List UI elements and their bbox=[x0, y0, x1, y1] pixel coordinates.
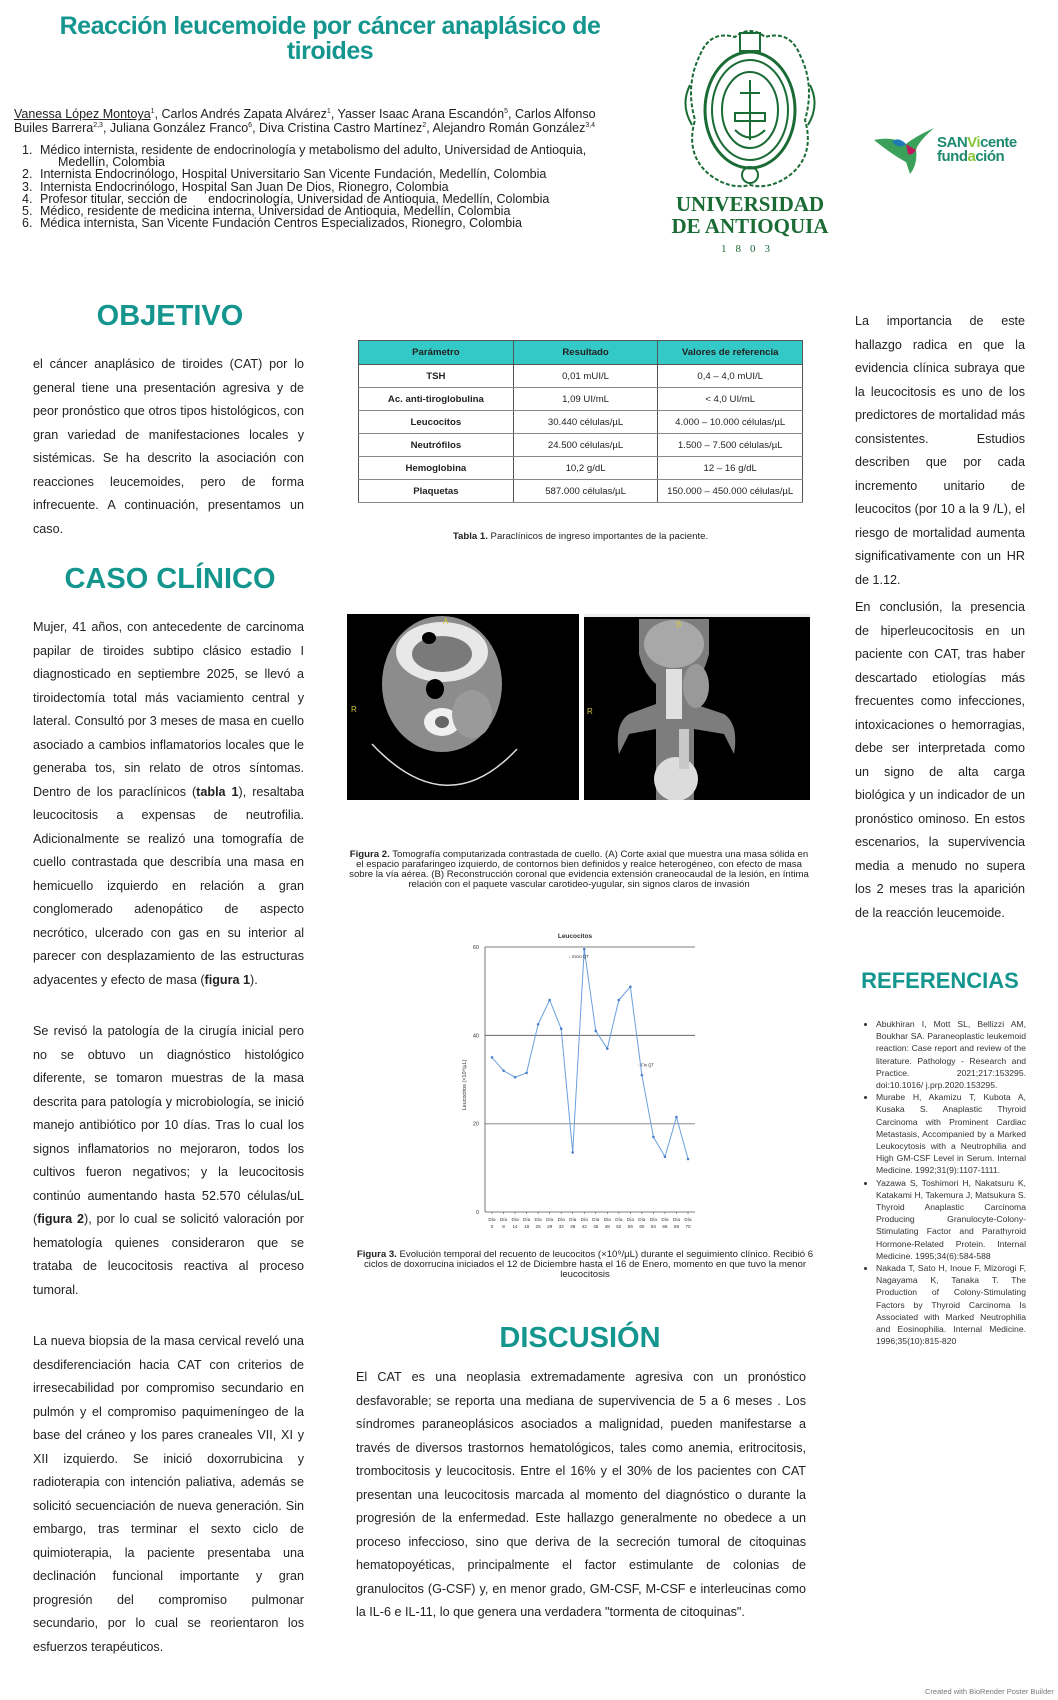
chart-data-point bbox=[652, 1136, 655, 1139]
table-cell: 24.500 células/µL bbox=[513, 434, 658, 457]
objetivo-heading: OBJETIVO bbox=[96, 300, 244, 332]
ct-label-r: R bbox=[351, 705, 357, 714]
leukocyte-line-chart bbox=[455, 925, 705, 1235]
chart-x-tick-label: 38 bbox=[570, 1224, 576, 1229]
chart-data-point bbox=[514, 1076, 517, 1079]
chart-data-point bbox=[641, 1074, 644, 1077]
ct-label-r: R bbox=[587, 707, 593, 716]
chart-x-tick-label: Día bbox=[534, 1217, 542, 1222]
chart-y-tick-label: 0 bbox=[475, 1210, 479, 1216]
chart-x-tick-label: 8 bbox=[502, 1224, 505, 1229]
author: Carlos Alfonso Builes Barrera bbox=[14, 107, 596, 136]
ct-axial-scan-icon bbox=[347, 614, 579, 800]
table-cell: 150.000 – 450.000 células/µL bbox=[658, 480, 803, 503]
chart-x-tick-label: 42 bbox=[581, 1224, 587, 1229]
right-paragraph-2: En conclusión, la presencia de hiperleucocitosis en un paciente con CAT, tras haber descartado etiologías más frecuentes como infecciones, intoxicaciones o hemorragias, debe ser interpretada como un signo de alta carga biológica y un indicador de un pronóstico ominoso. En estos escenarios, la supervivencia media a menudo no supera los 2 meses tras la aparición de la reacción leucemoide. bbox=[855, 600, 1025, 920]
chart-data-point bbox=[560, 1027, 563, 1030]
affiliation-text: Médico internista, residente de endocrinología y metabolismo del adulto, Universidad de Antioquia, bbox=[40, 143, 587, 157]
san-vicente-fundacion-logo bbox=[872, 118, 1042, 188]
reference-item: • Nakada T, Sato H, Inoue F, Mizorogi F, Nagayama K, Tanaka T. The Production of Colony-Stimulating Factors by Thyroid Carcinoma Is Associated with Marked Neutrophilia and Eosinophilia. Internal Medicine. 1996;35(10):815-820 bbox=[876, 1262, 1026, 1347]
chart-data-point bbox=[583, 948, 586, 951]
reference-item: • Yazawa S, Toshimori H, Nakatsuru K, Katakami H, Takemura J, Matsukura S. Thyroid Anaplastic Carcinoma Producing Granulocyte-Colony-Stimulating Factor and Parathyroid Hormone-Related Protein. Internal Medicine. 1995;34(6):584-588 bbox=[876, 1177, 1026, 1262]
logo-text: fund bbox=[937, 148, 968, 165]
column-header: Parámetro bbox=[359, 341, 514, 365]
chart-x-tick-label: 66 bbox=[662, 1224, 668, 1229]
footer-credit: Created with BioRender Poster Builder bbox=[925, 1687, 1054, 1696]
chart-x-tick-label: Día bbox=[511, 1217, 519, 1222]
affiliation-text: Internista Endocrinólogo, Hospital San Juan De Dios, Rionegro, Colombia bbox=[40, 179, 449, 194]
chart-x-tick-label: 25 bbox=[535, 1224, 541, 1229]
chart-x-tick-label: Día bbox=[672, 1217, 681, 1222]
chart-x-tick-label: Día bbox=[488, 1217, 496, 1222]
affiliation-number: 2. bbox=[22, 167, 33, 182]
referencias-heading: REFERENCIAS bbox=[861, 968, 1019, 993]
logo-text: a bbox=[967, 148, 976, 165]
table-cell: 12 – 16 g/dL bbox=[658, 457, 803, 480]
logo-text: SAN bbox=[937, 134, 968, 151]
chart-x-tick-label: Día bbox=[638, 1217, 646, 1222]
chart-x-tick-label: 14 bbox=[512, 1224, 518, 1229]
caption-text: Paraclínicos de ingreso importantes de la paciente. bbox=[487, 531, 709, 542]
author: Yasser Isaac Arana Escandón bbox=[337, 107, 505, 122]
chart-x-tick-label: Día bbox=[649, 1217, 657, 1222]
chart-data-point bbox=[571, 1151, 574, 1154]
affiliation-text: Medellín, Colombia bbox=[58, 155, 165, 170]
san-vicente-wordmark bbox=[937, 136, 1017, 164]
paragraph-text: Mujer, 41 años, con antecedente de carcinoma papilar de tiroides subtipo clásico estadio I diagnosticado en septiembre 2025, se llevó a tiroidectomía total más vaciamiento central y lateral. Consultó por 3 meses de masa en cuello asociado a cambios inflamatorios locales que le generaba tos, sin relato de otros síntomas. Dentro de los paraclínicos ( bbox=[33, 620, 304, 799]
chart-data-point bbox=[594, 1030, 597, 1033]
caption-text: Tomografía computarizada contrastada de cuello. (A) Corte axial que muestra una masa sólida en el espacio parafaringeo izquierdo, de contornos bien definidos y realce heterogéneo, con efecto de masa sobre la vía aérea. (B) Reconstrucción coronal que evidencia extensión craneocaudal de la lesión, en íntima relación con el paquete vascular carotideo-yugular, sin signos claros de invasión bbox=[349, 849, 809, 890]
author: Alejandro Román González bbox=[432, 121, 586, 136]
table-cell: TSH bbox=[359, 365, 514, 388]
chart-x-tick-label: 56 bbox=[627, 1224, 633, 1229]
table-row bbox=[359, 365, 803, 388]
chart-data-point bbox=[537, 1023, 540, 1026]
author: Carlos Andrés Zapata Alvárez bbox=[161, 107, 327, 122]
table-cell: 30.440 células/µL bbox=[513, 411, 658, 434]
chart-x-tick-label: Día bbox=[569, 1217, 577, 1222]
caption-label: Figura 3. bbox=[356, 1249, 397, 1260]
logo-text: ción bbox=[975, 148, 1005, 165]
author: Diva Cristina Castro Martínez bbox=[259, 121, 423, 136]
chart-title: Leucocitos bbox=[557, 933, 593, 940]
chart-annotation: ↓ Fin QT bbox=[637, 1062, 654, 1068]
table-cell: 4.000 – 10.000 células/µL bbox=[658, 411, 803, 434]
hummingbird-icon bbox=[872, 118, 942, 188]
affiliation-text: Internista Endocrinólogo, Hospital Universitario San Vicente Fundación, Medellín, Colombia bbox=[40, 167, 547, 182]
university-seal-icon bbox=[680, 25, 820, 190]
chart-x-tick-label: Día bbox=[580, 1217, 588, 1222]
chart-data-point bbox=[618, 999, 621, 1002]
author-sup: 5 bbox=[504, 108, 508, 115]
affiliation-number: 3. bbox=[22, 179, 33, 194]
university-name bbox=[650, 193, 850, 237]
author-sup: 1 bbox=[326, 108, 331, 115]
reference-item: • Abukhiran I, Mott SL, Bellizzi AM, Boukhar SA. Paraneoplastic leukemoid reaction: Case report and review of the literature. Pathology - Research and Practice. 2021;217:153295. doi:10.1016/ j.prp.2020.153295. bbox=[876, 1018, 1026, 1091]
table-cell: 587.000 células/µL bbox=[513, 480, 658, 503]
figure-reference: figura 2 bbox=[37, 1212, 85, 1226]
author-sup: 1 bbox=[150, 108, 155, 115]
paragraph-text: El CAT es una neoplasia extremadamente agresiva con un pronóstico desfavorable; se reporta una mediana de supervivencia de 5 a 6 meses . Los síndromes paraneoplásicos asociados a malignidad, pueden manifestarse a través de diversos trastornos hematológicos, tales como anemia, eritrocitosis, trombocitosis y leucocitosis. Entre el 16% y el 30% de los pacientes con CAT presentan una leucocitosis marcada al momento del diagnóstico o durante la progresión de la enfermedad. Este hallazgo generalmente no obedece a un proceso infeccioso, sino que deriva de la secreción tumoral de citoquinas hematopoyéticas, principalmente el factor estimulante de colonias de granulocitos (G-CSF) y, en menor grado, GM-CSF, M-CSF e interleucinas como la IL-6 e IL-11, lo que genera una verdadera "tormenta de citoquinas". bbox=[356, 1370, 806, 1619]
lab-results-table bbox=[358, 340, 803, 503]
chart-series-line bbox=[492, 949, 688, 1159]
chart-x-tick-label: Día bbox=[557, 1217, 565, 1222]
chart-y-axis-label: Leucocitos (×10⁹/µL) bbox=[462, 1059, 468, 1111]
discusion-heading: DISCUSIÓN bbox=[499, 1322, 661, 1354]
table-cell: 1,09 UI/mL bbox=[513, 388, 658, 411]
chart-data-point bbox=[687, 1158, 690, 1161]
chart-x-tick-label: Día bbox=[592, 1217, 600, 1222]
chart-y-tick-label: 40 bbox=[472, 1033, 479, 1040]
chart-x-tick-label: 70 bbox=[685, 1224, 691, 1229]
chart-data-point bbox=[606, 1047, 609, 1050]
table-reference: tabla 1 bbox=[196, 784, 239, 799]
chart-y-tick-label: 60 bbox=[472, 945, 479, 951]
right-paragraph-1: La importancia de este hallazgo radica en que la evidencia clínica subraya que la leucocitosis es uno de los predictores de mortalidad más consistentes. Estudios describen que por cada incremento unitario de leucocitos (por 10 a la 9 /L), el riesgo de mortalidad aumenta significativamente con un HR de 1.12. bbox=[855, 314, 1025, 587]
university-name-line: UNIVERSIDAD bbox=[675, 192, 825, 216]
author-sup: 3,4 bbox=[585, 122, 596, 130]
table-row bbox=[359, 388, 803, 411]
author-list: Vanessa López Montoya$^1$, Carlos Andrés Zapata Alvárez$^1$, Yasser Isaac Arana Escandón$^5$, Carlos Alfonso Builes Barrera$^{2,3}$, Juliana González Franco$^6$, Diva Cristina Castro Martínez$^2$, Alejandro Román González$^{3,4}$ bbox=[14, 107, 596, 136]
chart-data-point bbox=[525, 1072, 528, 1075]
logo-text: Vi bbox=[967, 134, 981, 151]
table-cell: 0,01 mUI/L bbox=[513, 365, 658, 388]
ct-axial-image bbox=[347, 614, 579, 800]
author: Vanessa López Montoya bbox=[14, 107, 151, 122]
paragraph-text: ), resaltaba leucocitosis a expensas de neutrofilia. Adicionalmente se realizó una tomografía de cuello contrastada que describía una masa en hemicuello izquierdo en relación a gran conglomerado adenopático de aspecto necrótico, ulcerado con gas en su interior al parecer con desplazamiento de las estructuras adyacentes y efecto de masa ( bbox=[33, 784, 305, 987]
column-header: Valores de referencia bbox=[658, 341, 803, 365]
table-row bbox=[359, 457, 803, 480]
affiliation-number: 4. bbox=[22, 191, 33, 206]
caption-text: Evolución temporal del recuento de leucocitos (×10⁹/µL) durante el seguimiento clínico. Recibió 6 ciclos de doxorrucina iniciados el 12 de Diciembre hasta el 16 de Enero, momento en que tuvo la menor leucocitosis bbox=[363, 1249, 814, 1280]
chart-x-tick-label: 48 bbox=[604, 1224, 610, 1229]
table-header-row bbox=[359, 341, 803, 365]
author: Juliana González Franco bbox=[109, 121, 249, 136]
chart-x-tick-label: Día bbox=[615, 1217, 623, 1222]
table-1-caption bbox=[358, 532, 803, 542]
discusion-text bbox=[356, 1366, 806, 1625]
chart-x-tick-label: 45 bbox=[593, 1224, 599, 1229]
table-cell: 1.500 – 7.500 células/µL bbox=[658, 434, 803, 457]
ct-coronal-scan-icon bbox=[584, 614, 810, 800]
chart-x-tick-label: Día bbox=[546, 1217, 554, 1222]
chart-x-tick-label: Día bbox=[499, 1217, 508, 1222]
chart-data-point bbox=[491, 1056, 494, 1059]
table-row bbox=[359, 411, 803, 434]
chart-annotation: ↓ Inicio QT bbox=[568, 954, 589, 960]
chart-x-tick-label: 0 bbox=[490, 1224, 494, 1229]
figure-2-caption bbox=[348, 850, 810, 890]
affiliation-item bbox=[18, 217, 628, 229]
chart-x-tick-label: Día bbox=[626, 1217, 634, 1222]
table-cell: Plaquetas bbox=[359, 480, 514, 503]
author-sup: 6 bbox=[248, 122, 253, 130]
ct-label-b: B bbox=[676, 620, 682, 629]
poster-title: Reacción leucemoide por cáncer anaplásico de tiroides bbox=[59, 12, 601, 65]
chart-x-tick-label: 33 bbox=[558, 1224, 564, 1229]
chart-x-tick-label: 29 bbox=[547, 1224, 553, 1229]
chart-data-point bbox=[629, 985, 632, 988]
chart-x-tick-label: Día bbox=[661, 1217, 669, 1222]
affiliation-number: 6. bbox=[22, 216, 33, 231]
university-name-line: DE ANTIOQUIA bbox=[671, 214, 829, 238]
affiliation-number: 5. bbox=[22, 204, 33, 219]
chart-y-tick-label: 20 bbox=[472, 1121, 479, 1128]
chart-x-tick-label: 64 bbox=[650, 1224, 656, 1229]
affiliation-text: Profesor titular, sección de endocrinología, Universidad de Antioquia, Medellín, Colombia bbox=[40, 191, 550, 206]
affiliation-item bbox=[18, 144, 628, 168]
caso-paragraph-2 bbox=[33, 1020, 304, 1302]
column-header: Resultado bbox=[513, 341, 658, 365]
paragraph-text: ), por lo cual se solicitó valoración por hematología quienes consideraron que se trataba de leucocitosis reactiva al proceso tumoral. bbox=[33, 1212, 304, 1297]
table-cell: < 4,0 UI/mL bbox=[658, 388, 803, 411]
chart-data-point bbox=[502, 1069, 505, 1072]
figure-3-caption bbox=[350, 1250, 820, 1280]
caption-label: Figura 2. bbox=[349, 849, 390, 860]
table-cell: 0,4 – 4,0 mUI/L bbox=[658, 365, 803, 388]
table-cell: 10,2 g/dL bbox=[513, 457, 658, 480]
reference-list bbox=[858, 1018, 1026, 1347]
table-row bbox=[359, 434, 803, 457]
ct-label-a: A bbox=[443, 617, 449, 626]
chart-x-tick-label: Día bbox=[523, 1217, 531, 1222]
table-cell: Leucocitos bbox=[359, 411, 514, 434]
chart-x-tick-label: Día bbox=[684, 1217, 692, 1222]
caso-paragraph-1 bbox=[33, 616, 304, 992]
affiliation-number: 1. bbox=[22, 143, 33, 157]
table-cell: Hemoglobina bbox=[359, 457, 514, 480]
paragraph-text: Se revisó la patología de la cirugía inicial pero no se obtuvo un diagnóstico histológico diferente, se tomaron muestras de la masa descrita para patología y microbiología, se inició manejo antibiótico por 10 días. Tras lo cual los signos inflamatorios no mejoraron, todos los cultivos fueron negativos; y la leucocitosis continúo aumentando hasta 52.570 células/uL ( bbox=[33, 1024, 304, 1226]
universidad-de-antioquia-logo bbox=[650, 25, 850, 260]
affiliation-text: Médico, residente de medicina interna, Universidad de Antioquia, Medellín, Colombia bbox=[40, 204, 511, 219]
caption-label: Tabla 1. bbox=[452, 531, 488, 542]
chart-data-point bbox=[548, 999, 551, 1002]
caso-clinico-heading: CASO CLÍNICO bbox=[64, 563, 276, 595]
affiliation-text: Médica internista, San Vicente Fundación Centros Especializados, Rionegro, Colombia bbox=[40, 216, 522, 231]
table-cell: Ac. anti-tiroglobulina bbox=[359, 388, 514, 411]
caso-paragraph-3: La nueva biopsia de la masa cervical reveló una desdiferenciación hacia CAT con criterios de irresecabilidad por compromiso secundario en pulmón y el compromiso paquimeníngeo de la base del cráneo y los pares craneales VII, XI y XII izquierdo. Se inició doxorrubicina y radioterapia con intención paliativa, además se solicitó secuenciación de nueva generación. Sin embargo, tras terminar el sexto ciclo de quimioterapia, la paciente presentaba una declinación funcional importante y gran progresión del compromiso pulmonar secundario, por lo cual se reorientaron los esfuerzos terapéuticos. bbox=[33, 1334, 304, 1654]
author-sup: 2 bbox=[422, 122, 427, 130]
university-year: 1803 bbox=[721, 243, 779, 255]
objetivo-text: el cáncer anaplásico de tiroides (CAT) por lo general tiene una presentación agresiva y de peor pronóstico que otros tipos histológicos, con gran variedad de manifestaciones locales y sistémicas. Se ha descrito la asociación con reacciones leucemoides, pero de forma infrecuente. A continuación, presentamos un caso. bbox=[33, 357, 304, 536]
affiliation-list bbox=[18, 144, 628, 229]
ct-coronal-image bbox=[584, 614, 810, 800]
figure-reference: figura 1 bbox=[204, 972, 251, 987]
logo-text: cente bbox=[980, 134, 1017, 151]
chart-x-tick-label: 68 bbox=[673, 1224, 680, 1229]
chart-data-point bbox=[664, 1155, 667, 1158]
chart-data-point bbox=[675, 1116, 678, 1119]
table-cell: Neutrófilos bbox=[359, 434, 514, 457]
chart-x-tick-label: 60 bbox=[639, 1224, 645, 1229]
paragraph-text: ). bbox=[250, 972, 258, 987]
chart-x-tick-label: 18 bbox=[524, 1224, 530, 1229]
table-row bbox=[359, 480, 803, 503]
chart-x-tick-label: 52 bbox=[616, 1224, 622, 1229]
chart-x-tick-label: Día bbox=[603, 1217, 611, 1222]
reference-item: • Murabe H, Akamizu T, Kubota A, Kusaka S. Anaplastic Thyroid Carcinoma with Prominent Cardiac Metastasis, Accompanied by a Marked Leukocytosis with a Neutrophilia and High GM-CSF Level in Serum. Internal Medicine. 1992;31(9):1107-1111. bbox=[876, 1091, 1026, 1176]
author-sup: 2,3 bbox=[93, 122, 103, 130]
